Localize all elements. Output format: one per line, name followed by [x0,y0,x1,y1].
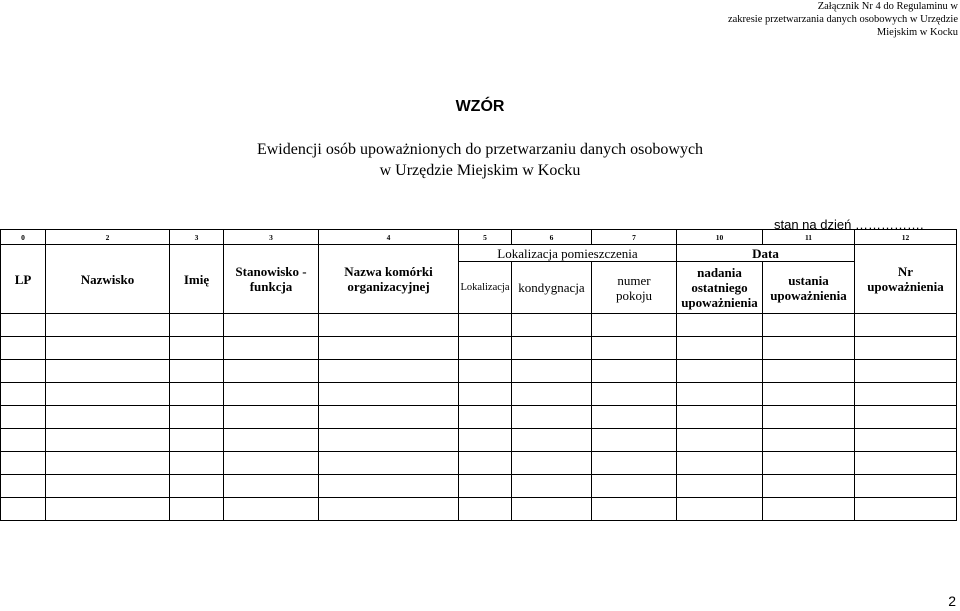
table-row [1,337,957,360]
table-cell[interactable] [512,314,592,337]
header-line: Stanowisko - [235,264,307,279]
table-cell[interactable] [763,383,855,406]
table-cell[interactable] [855,360,957,383]
annex-line: Miejskim w Kocku [876,27,958,38]
table-cell[interactable] [224,337,319,360]
page-number: 2 [948,593,956,609]
table-cell[interactable] [170,314,224,337]
table-row [1,498,957,521]
table-cell[interactable] [763,498,855,521]
table-cell[interactable] [224,498,319,521]
column-number: 3 [224,230,319,245]
table-cell[interactable] [170,475,224,498]
table-cell[interactable] [677,314,763,337]
header-line: Nazwa komórki [344,264,433,279]
table-row [1,383,957,406]
table-cell[interactable] [170,383,224,406]
table-cell[interactable] [46,314,170,337]
header-lokalizacja-group: Lokalizacja pomieszczenia [459,245,677,262]
table-cell[interactable] [46,383,170,406]
table-cell[interactable] [1,383,46,406]
table-cell[interactable] [1,429,46,452]
table-cell[interactable] [855,475,957,498]
table-row [1,360,957,383]
table-cell[interactable] [224,475,319,498]
table-cell[interactable] [170,452,224,475]
title-line: w Urzędzie Miejskim w Kocku [379,162,581,179]
table-cell[interactable] [459,314,512,337]
table-cell[interactable] [1,452,46,475]
table-cell[interactable] [170,337,224,360]
header-line: upoważnienia [681,295,758,310]
table-cell[interactable] [763,475,855,498]
header-line: funkcja [249,279,293,294]
header-lp: LP [1,245,46,314]
table-cell[interactable] [459,429,512,452]
table-cell[interactable] [512,360,592,383]
table-cell[interactable] [677,452,763,475]
header-kondygnacja: kondygnacja [512,262,592,314]
column-number: 10 [677,230,763,245]
table-cell[interactable] [763,360,855,383]
header-stanowisko [224,245,319,314]
table-cell[interactable] [319,383,459,406]
header-nr [855,245,957,314]
header-line: numer [617,272,651,288]
table-cell[interactable] [319,475,459,498]
table-cell[interactable] [855,498,957,521]
table-cell[interactable] [677,498,763,521]
table-cell[interactable] [170,360,224,383]
table-cell[interactable] [319,406,459,429]
table-cell[interactable] [319,337,459,360]
header-line: upoważnienia [867,279,944,294]
table-cell[interactable] [677,383,763,406]
table-cell[interactable] [512,452,592,475]
header-line: nadania [697,265,742,280]
table-cell[interactable] [319,314,459,337]
table-cell[interactable] [46,429,170,452]
column-number: 12 [855,230,957,245]
table-cell[interactable] [46,360,170,383]
table-cell[interactable] [1,498,46,521]
table-cell[interactable] [224,360,319,383]
status-date: stan na dzień ……………. [774,217,924,232]
header-komorka [319,245,459,314]
table-cell[interactable] [763,337,855,360]
table-cell[interactable] [763,314,855,337]
table-row [1,452,957,475]
header-line: organizacyjnej [347,279,430,294]
header-line: Nr [897,264,914,279]
table-cell[interactable] [224,429,319,452]
table-cell[interactable] [46,337,170,360]
table-cell[interactable] [763,406,855,429]
header-nazwisko: Nazwisko [46,245,170,314]
table-cell[interactable] [855,452,957,475]
table-cell[interactable] [592,498,677,521]
table-cell[interactable] [855,383,957,406]
table-cell[interactable] [224,383,319,406]
table-cell[interactable] [459,452,512,475]
table-cell[interactable] [224,314,319,337]
table-cell[interactable] [512,429,592,452]
header-imie: Imię [170,245,224,314]
header-ustania [763,262,855,314]
header-row [1,245,957,262]
table-body [1,314,957,521]
table-cell[interactable] [1,406,46,429]
table-cell[interactable] [763,452,855,475]
table-cell[interactable] [46,452,170,475]
heading-wzor: WZÓR [455,98,505,115]
table-cell[interactable] [319,360,459,383]
column-number: 5 [459,230,512,245]
column-number: 2 [46,230,170,245]
column-number: 4 [319,230,459,245]
column-number: 3 [170,230,224,245]
table-cell[interactable] [459,360,512,383]
column-number: 11 [763,230,855,245]
table-cell[interactable] [224,452,319,475]
table-cell[interactable] [855,406,957,429]
table-cell[interactable] [459,475,512,498]
table-cell[interactable] [592,429,677,452]
table-cell[interactable] [677,360,763,383]
annex-line: Załącznik Nr 4 do Regulaminu w [817,1,958,12]
table-cell[interactable] [592,337,677,360]
column-number: 6 [512,230,592,245]
table-cell[interactable] [319,498,459,521]
table-cell[interactable] [170,406,224,429]
table-cell[interactable] [1,475,46,498]
table-cell[interactable] [512,475,592,498]
table-row [1,475,957,498]
table-cell[interactable] [677,429,763,452]
table-cell[interactable] [512,498,592,521]
table-cell[interactable] [677,337,763,360]
table-cell[interactable] [459,498,512,521]
table-cell[interactable] [592,452,677,475]
annex-note [728,0,958,39]
table-cell[interactable] [677,475,763,498]
table-row [1,406,957,429]
column-number: 7 [592,230,677,245]
table-cell[interactable] [224,406,319,429]
table-cell[interactable] [592,360,677,383]
table-cell[interactable] [677,406,763,429]
header-numer [592,262,677,314]
header-line: upoważnienia [770,287,847,303]
table-cell[interactable] [170,429,224,452]
header-data-group: Data [677,245,855,262]
annex-line: zakresie przetwarzania danych osobowych w Urzędzie [727,14,958,25]
column-number: 0 [1,230,46,245]
table-cell[interactable] [592,475,677,498]
table-cell[interactable] [459,383,512,406]
header-nadania [677,262,763,314]
header-line: pokoju [615,287,653,303]
table-cell[interactable] [46,475,170,498]
table-cell[interactable] [319,429,459,452]
table-cell[interactable] [855,429,957,452]
table-cell[interactable] [763,429,855,452]
register-table [0,229,957,521]
table-row [1,314,957,337]
table-cell[interactable] [459,337,512,360]
title-line: Ewidencji osób upoważnionych do przetwarzaniu danych osobowych [256,141,704,158]
header-lokalizacja: Lokalizacja [459,262,512,314]
table-cell[interactable] [1,314,46,337]
table-cell[interactable] [1,360,46,383]
table-cell[interactable] [46,406,170,429]
table-cell[interactable] [512,337,592,360]
table-cell[interactable] [855,314,957,337]
column-number-row [1,230,957,245]
table-row [1,429,957,452]
table-cell[interactable] [592,406,677,429]
table-cell[interactable] [319,452,459,475]
header-line: ustania [788,272,829,288]
table-cell[interactable] [512,383,592,406]
table-cell[interactable] [170,498,224,521]
document-title [0,139,960,181]
table-cell[interactable] [592,314,677,337]
table-cell[interactable] [459,406,512,429]
table-cell[interactable] [855,337,957,360]
table-cell[interactable] [1,337,46,360]
table-cell[interactable] [46,498,170,521]
table-cell[interactable] [512,406,592,429]
header-line: ostatniego [691,280,748,295]
table-cell[interactable] [592,383,677,406]
